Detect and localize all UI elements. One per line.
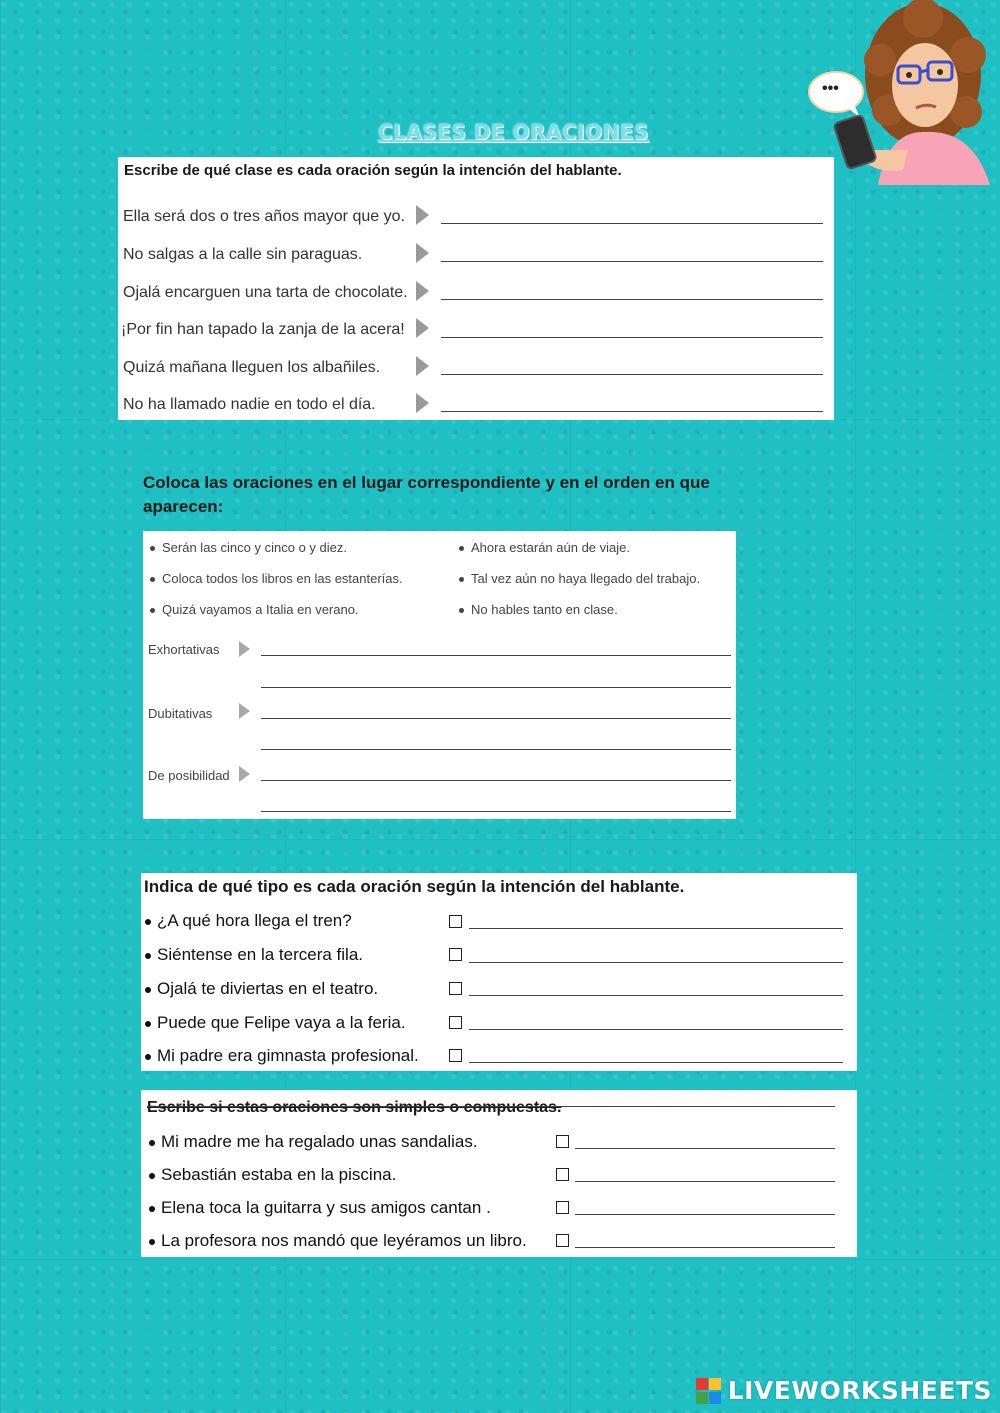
section1-item: No ha llamado nadie en todo el día. [123, 396, 376, 413]
category-label-exhortativas: Exhortativas [148, 642, 220, 657]
sentence-option: No hables tanto en clase. [471, 602, 618, 617]
section1-instruction: Escribe de qué clase es cada oración según la intención del hablante. [124, 162, 622, 179]
section4-item: Mi madre me ha regalado unas sandalias. [161, 1132, 478, 1151]
bullet [149, 1239, 155, 1245]
section4-item: Sebastián estaba en la piscina. [161, 1165, 397, 1184]
answer-line[interactable] [469, 928, 843, 929]
bullet [145, 1021, 151, 1027]
section1-item: Ojalá encarguen una tarta de chocolate. [123, 284, 408, 301]
section1-item: Ella será dos o tres años mayor que yo. [123, 208, 405, 225]
checkbox[interactable] [449, 948, 462, 961]
answer-line[interactable] [575, 1148, 835, 1149]
arrow-right-icon [416, 243, 429, 263]
sentence-option: Serán las cinco y cinco o y diez. [162, 540, 347, 555]
section4-panel [141, 1090, 857, 1257]
section3-instruction: Indica de qué tipo es cada oración según la intención del hablante. [144, 877, 685, 896]
answer-line[interactable] [261, 718, 731, 719]
section4-instruction: Escribe si estas oraciones son simples o compuestas. [147, 1099, 562, 1116]
arrow-right-icon [416, 205, 429, 225]
sentence-option: Ahora estarán aún de viaje. [471, 540, 630, 555]
answer-line[interactable] [575, 1181, 835, 1182]
bullet [459, 608, 464, 613]
answer-line[interactable] [441, 337, 823, 338]
bullet [145, 1054, 151, 1060]
section3-item: Ojalá te diviertas en el teatro. [157, 979, 379, 998]
bullet [150, 577, 155, 582]
bullet [145, 987, 151, 993]
arrow-right-icon [416, 393, 429, 413]
arrow-right-icon [416, 281, 429, 301]
section3-item: Puede que Felipe vaya a la feria. [157, 1013, 406, 1032]
checkbox[interactable] [556, 1234, 569, 1247]
answer-line[interactable] [441, 299, 823, 300]
answer-line[interactable] [261, 749, 731, 750]
bullet [459, 577, 464, 582]
checkbox[interactable] [556, 1168, 569, 1181]
checkbox[interactable] [556, 1201, 569, 1214]
answer-line[interactable] [261, 811, 731, 812]
sentence-option: Quizá vayamos a Italia en verano. [162, 602, 359, 617]
answer-line[interactable] [469, 1029, 843, 1030]
section3-item: Mi padre era gimnasta profesional. [157, 1046, 419, 1065]
bullet [459, 546, 464, 551]
section1-item: ¡Por fin han tapado la zanja de la acera! [121, 321, 405, 338]
answer-line[interactable] [441, 374, 823, 375]
answer-line[interactable] [469, 995, 843, 996]
bullet [149, 1140, 155, 1146]
section3-panel [141, 873, 857, 1071]
bullet [149, 1173, 155, 1179]
section3-item: ¿A qué hora llega el tren? [157, 911, 352, 930]
section2-instruction-line1: Coloca las oraciones en el lugar correspondiente y en el orden en que [143, 473, 710, 492]
checkbox[interactable] [556, 1135, 569, 1148]
answer-line[interactable] [261, 687, 731, 688]
worksheet-title: CLASES DE ORACIONES [378, 120, 649, 144]
arrow-right-icon [416, 318, 429, 338]
section1-item: Quizá mañana lleguen los albañiles. [123, 359, 381, 376]
avatar [808, 0, 1000, 185]
speech-bubble-text: ••• [822, 80, 839, 97]
section2-instruction-line2: aparecen: [143, 497, 224, 516]
liveworksheets-watermark: LIVEWORKSHEETS [727, 1376, 992, 1405]
section4-item: Elena toca la guitarra y sus amigos cantan . [161, 1198, 491, 1217]
category-label-posibilidad: De posibilidad [148, 768, 230, 783]
arrow-right-icon [239, 766, 250, 782]
answer-line[interactable] [261, 780, 731, 781]
arrow-right-icon [416, 356, 429, 376]
bullet [145, 919, 151, 925]
checkbox[interactable] [449, 1049, 462, 1062]
answer-line[interactable] [575, 1214, 835, 1215]
liveworksheets-logo-icon [696, 1378, 722, 1406]
bullet [150, 608, 155, 613]
divider [147, 1106, 835, 1107]
answer-line[interactable] [441, 223, 823, 224]
answer-line[interactable] [469, 962, 843, 963]
category-label-dubitativas: Dubitativas [148, 706, 213, 721]
answer-line[interactable] [575, 1247, 835, 1248]
section1-panel [118, 157, 834, 420]
checkbox[interactable] [449, 915, 462, 928]
section2-panel [143, 531, 736, 819]
bullet [149, 1206, 155, 1212]
bullet [150, 546, 155, 551]
checkbox[interactable] [449, 982, 462, 995]
answer-line[interactable] [441, 411, 823, 412]
arrow-right-icon [239, 703, 250, 719]
arrow-right-icon [239, 641, 250, 657]
section4-item: La profesora nos mandó que leyéramos un libro. [161, 1231, 527, 1250]
sentence-option: Coloca todos los libros en las estanterías. [162, 571, 403, 586]
section1-item: No salgas a la calle sin paraguas. [123, 246, 363, 263]
answer-line[interactable] [441, 261, 823, 262]
section3-item: Siéntense en la tercera fila. [157, 945, 364, 964]
answer-line[interactable] [261, 655, 731, 656]
answer-line[interactable] [469, 1062, 843, 1063]
checkbox[interactable] [449, 1016, 462, 1029]
bullet [145, 953, 151, 959]
sentence-option: Tal vez aún no haya llegado del trabajo. [471, 571, 701, 586]
